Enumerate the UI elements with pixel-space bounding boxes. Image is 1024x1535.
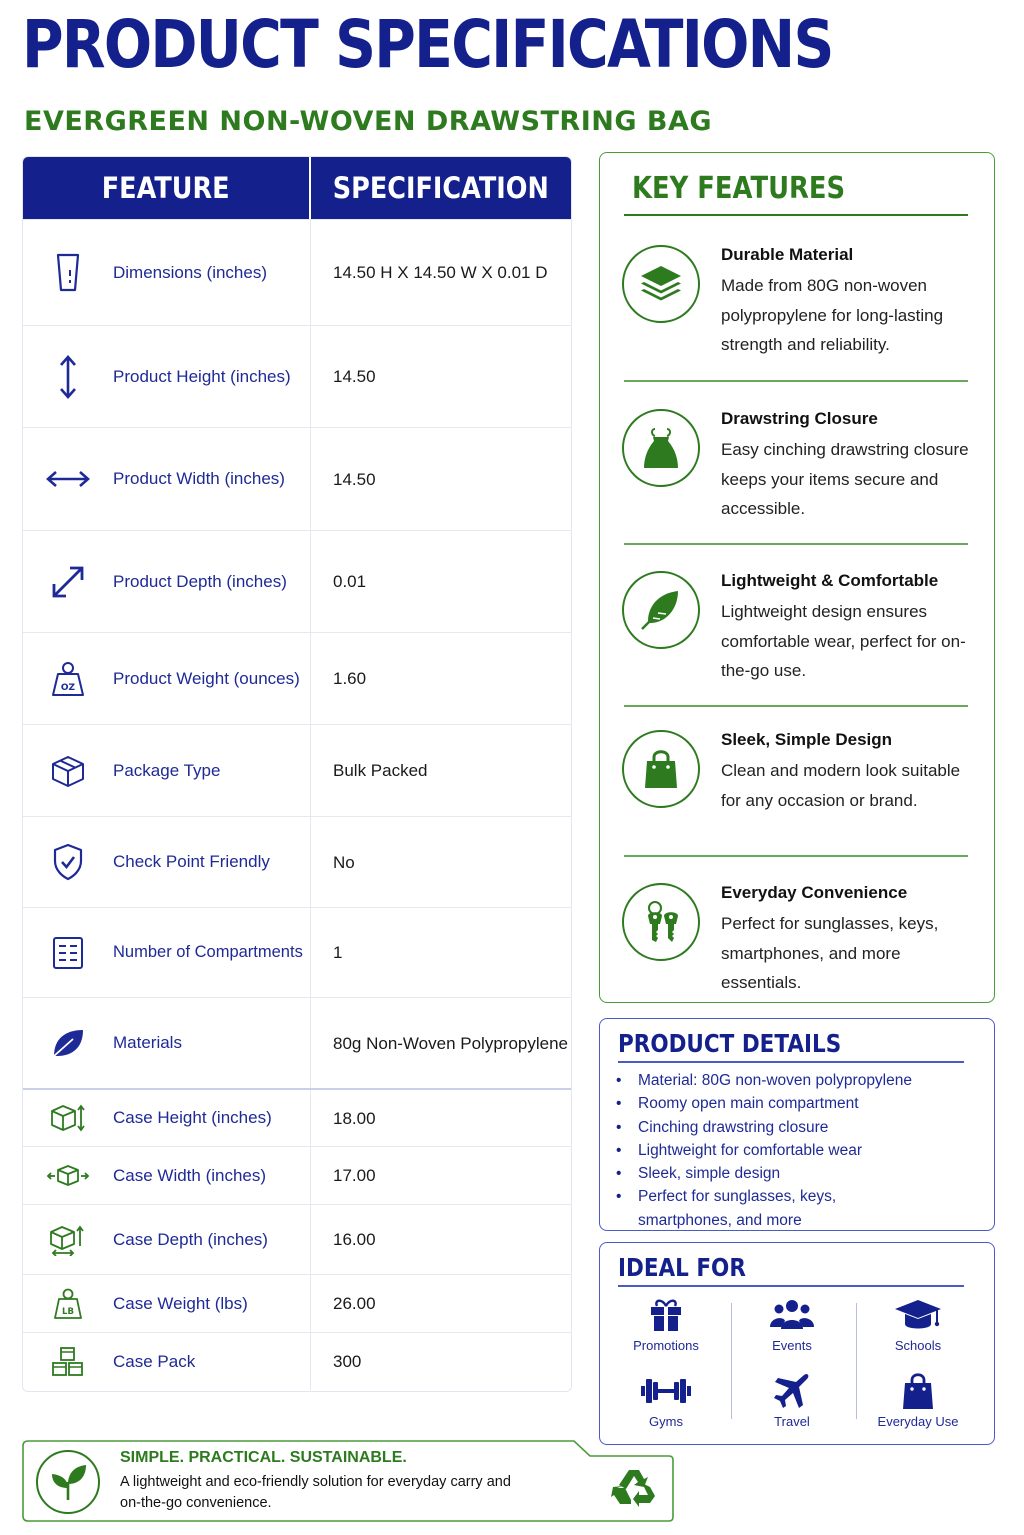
spec-value: No xyxy=(333,852,355,872)
spec-value: 17.00 xyxy=(333,1166,376,1185)
feature-label: Case Height (inches) xyxy=(113,1108,272,1127)
spec-value: 16.00 xyxy=(333,1230,376,1249)
lb-weight-icon xyxy=(23,1287,113,1321)
feature-title: Durable Material xyxy=(721,245,854,264)
feature-description: Easy cinching drawstring closure keeps your items secure and accessible. xyxy=(721,440,969,518)
use-case-label: Travel xyxy=(774,1414,810,1429)
ideal-for-title: IDEAL FOR xyxy=(618,1253,746,1282)
divider xyxy=(624,705,968,707)
divider xyxy=(624,855,968,857)
list-item: • Sleek, simple design xyxy=(638,1162,978,1185)
use-case-label: Events xyxy=(772,1338,812,1353)
shield-check-icon xyxy=(23,843,113,881)
product-name: EVERGREEN NON-WOVEN DRAWSTRING BAG xyxy=(24,106,713,137)
spec-value: 14.50 xyxy=(333,367,376,386)
svg-text:OZ: OZ xyxy=(60,682,76,693)
diagonal-arrow-icon xyxy=(23,564,113,600)
list-item: • Cinching drawstring closure xyxy=(638,1116,978,1139)
list-item: • Material: 80G non-woven polypropylene xyxy=(638,1069,978,1092)
table-row xyxy=(23,907,571,997)
gift-icon xyxy=(606,1295,726,1335)
leaf-icon xyxy=(23,1027,113,1059)
spec-table-header xyxy=(23,157,571,219)
list-item: • Roomy open main compartment xyxy=(638,1092,978,1115)
feature-label: Materials xyxy=(113,1033,182,1052)
use-case-gyms xyxy=(606,1371,726,1429)
horizontal-arrow-icon xyxy=(23,469,113,489)
list-item: • Lightweight for comfortable wear xyxy=(638,1139,978,1162)
use-case-label: Everyday Use xyxy=(877,1414,959,1429)
key-features-panel xyxy=(599,152,995,1003)
graduation-cap-icon xyxy=(858,1295,978,1335)
spec-value: 14.50 H X 14.50 W X 0.01 D xyxy=(333,263,548,282)
keys-icon xyxy=(622,883,700,961)
table-row xyxy=(23,1146,571,1204)
feature-label: Product Width (inches) xyxy=(113,469,285,488)
feature-title: Drawstring Closure xyxy=(721,409,878,428)
feature-label: Package Type xyxy=(113,760,221,780)
dumbbell-icon xyxy=(606,1371,726,1411)
feature-label: Check Point Friendly xyxy=(113,852,270,871)
product-details-title: PRODUCT DETAILS xyxy=(618,1029,842,1058)
product-details-list xyxy=(638,1069,978,1232)
sustainability-banner xyxy=(22,1440,674,1522)
shopping-bag-icon xyxy=(858,1371,978,1411)
spec-value: 18.00 xyxy=(333,1108,376,1128)
feature-description: Clean and modern look suitable for any occasion or brand. xyxy=(721,761,961,810)
feature-description: Lightweight design ensures comfortable wear, perfect for on-the-go use. xyxy=(721,602,966,680)
feature-label: Case Weight (lbs) xyxy=(113,1293,248,1313)
table-row xyxy=(23,724,571,816)
use-case-promotions xyxy=(606,1295,726,1353)
case-depth-icon xyxy=(23,1224,113,1256)
sprout-icon xyxy=(36,1450,100,1514)
divider xyxy=(618,1061,964,1063)
oz-weight-icon xyxy=(23,660,113,698)
feature-label: Product Depth (inches) xyxy=(113,571,287,591)
feature-label: Number of Compartments xyxy=(113,943,303,961)
spec-value: 300 xyxy=(333,1352,362,1371)
feature-title: Sleek, Simple Design xyxy=(721,730,893,749)
airplane-icon xyxy=(732,1371,852,1411)
use-case-schools xyxy=(858,1295,978,1353)
spec-value: 0.01 xyxy=(333,572,367,591)
divider xyxy=(618,1285,964,1287)
spec-value: 26.00 xyxy=(333,1294,376,1313)
banner-text: A lightweight and eco-friendly solution for everyday carry and on-the-go convenience. xyxy=(120,1474,511,1511)
table-row xyxy=(23,816,571,907)
spec-value: Bulk Packed xyxy=(333,761,428,780)
banner-headline: SIMPLE. PRACTICAL. SUSTAINABLE. xyxy=(120,1449,407,1466)
package-box-icon xyxy=(23,754,113,788)
feature-title: Lightweight & Comfortable xyxy=(721,571,939,590)
divider xyxy=(624,214,968,216)
case-height-icon xyxy=(23,1103,113,1133)
product-details-panel xyxy=(599,1018,995,1231)
feature-description: Made from 80G non-woven polypropylene for long-lasting strength and reliability. xyxy=(721,276,944,354)
spec-value: 1 xyxy=(333,943,343,962)
table-row xyxy=(23,1204,571,1274)
col-header-specification: SPECIFICATION xyxy=(332,171,550,205)
cup-outline-icon xyxy=(23,252,113,294)
divider xyxy=(624,543,968,545)
spec-value: 14.50 xyxy=(333,469,376,489)
col-header-feature: FEATURE xyxy=(23,157,311,219)
spec-value: 1.60 xyxy=(333,669,367,688)
case-width-icon xyxy=(23,1163,113,1189)
table-row xyxy=(23,997,571,1088)
divider xyxy=(856,1303,857,1419)
feature-label: Product Height (inches) xyxy=(113,366,291,386)
compartments-grid-icon xyxy=(23,936,113,970)
feature-label: Dimensions (inches) xyxy=(113,262,267,282)
page-title: PRODUCT SPECIFICATIONS xyxy=(22,6,833,83)
use-case-travel xyxy=(732,1371,852,1429)
key-features-title: KEY FEATURES xyxy=(632,171,846,206)
table-row xyxy=(23,1332,571,1390)
table-row xyxy=(23,219,571,325)
tote-bag-icon xyxy=(622,730,700,808)
table-row xyxy=(23,427,571,530)
table-row xyxy=(23,530,571,632)
feature-label: Case Width (inches) xyxy=(113,1165,267,1185)
stacked-boxes-icon xyxy=(23,1345,113,1379)
table-row xyxy=(23,1274,571,1332)
recycle-icon xyxy=(610,1465,658,1514)
people-icon xyxy=(732,1295,852,1335)
table-row xyxy=(23,325,571,427)
layers-icon xyxy=(622,245,700,323)
vertical-arrow-icon xyxy=(23,354,113,400)
feather-icon xyxy=(622,571,700,649)
feature-label: Case Depth (inches) xyxy=(113,1229,268,1249)
use-case-label: Promotions xyxy=(633,1338,699,1353)
feature-label: Product Weight (ounces) xyxy=(113,668,300,688)
divider xyxy=(624,380,968,382)
svg-text:LB: LB xyxy=(62,1306,74,1317)
use-case-everyday xyxy=(858,1371,978,1429)
feature-label: Case Pack xyxy=(113,1351,196,1371)
table-row xyxy=(23,632,571,724)
drawstring-bag-icon xyxy=(622,409,700,487)
ideal-for-panel xyxy=(599,1242,995,1445)
feature-title: Everyday Convenience xyxy=(721,883,908,902)
use-case-label: Gyms xyxy=(649,1414,683,1429)
use-case-events xyxy=(732,1295,852,1353)
list-item: • Perfect for sunglasses, keys, smartphones, and more xyxy=(638,1185,868,1232)
table-row xyxy=(23,1088,571,1146)
feature-description: Perfect for sunglasses, keys, smartphones, and more essentials. xyxy=(721,914,939,992)
use-case-label: Schools xyxy=(894,1338,942,1353)
spec-table xyxy=(22,156,572,1392)
spec-value: 80g Non-Woven Polypropylene xyxy=(333,1033,568,1053)
